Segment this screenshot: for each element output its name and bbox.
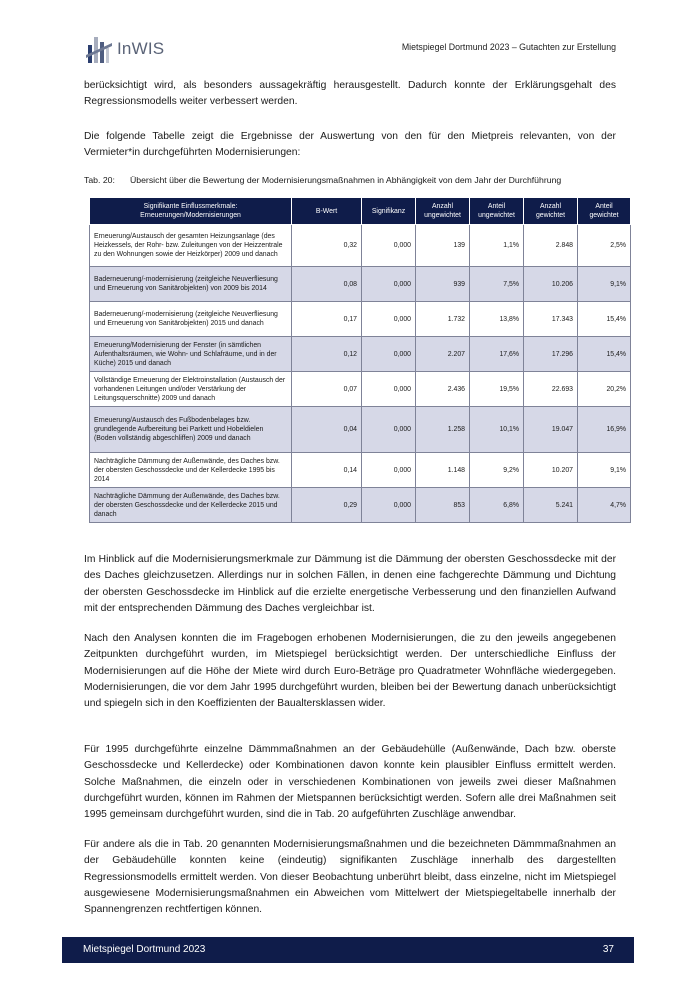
cell-b-value: 0,08: [292, 267, 362, 302]
cell-feature: Erneuerung/Austausch der gesamten Heizungsanlage (des Heizkessels, der Rohr- bzw. Zuleitungen von der Heizzentrale zu den Wohnungen sowie der Heizkörper) 2009 und danach: [90, 225, 292, 267]
header-count-weighted: Anzahl gewichtet: [524, 198, 578, 225]
cell-b-value: 0,32: [292, 225, 362, 267]
header-count-unweighted: Anzahl ungewichtet: [416, 198, 470, 225]
paragraph-intro: berücksichtigt wird, als besonders aussagekräftig herausgestellt. Dadurch konnte der Erklärungsgehalt des Regressionsmodells weiter verbessert werden.: [84, 80, 616, 108]
cell-count-weighted: 10.206: [524, 267, 578, 302]
cell-count-unweighted: 139: [416, 225, 470, 267]
cell-share-unweighted: 9,2%: [470, 453, 524, 488]
page-number: 37: [602, 944, 614, 955]
header-share-weighted: Anteil gewichtet: [578, 198, 631, 225]
cell-count-unweighted: 2.436: [416, 372, 470, 407]
cell-share-weighted: 16,9%: [578, 407, 631, 453]
cell-count-unweighted: 2.207: [416, 337, 470, 372]
cell-count-weighted: 19.047: [524, 407, 578, 453]
cell-b-value: 0,12: [292, 337, 362, 372]
logo-text: InWIS: [117, 39, 165, 58]
cell-b-value: 0,07: [292, 372, 362, 407]
cell-feature: Nachträgliche Dämmung der Außenwände, des Daches bzw. der obersten Geschossdecke und der Kellerdecke 2015 und danach: [90, 488, 292, 523]
page-header: [0, 0, 700, 80]
cell-count-weighted: 10.207: [524, 453, 578, 488]
cell-significance: 0,000: [362, 302, 416, 337]
cell-share-unweighted: 1,1%: [470, 225, 524, 267]
footer-title: Mietspiegel Dortmund 2023: [83, 944, 206, 955]
cell-count-weighted: 17.343: [524, 302, 578, 337]
cell-b-value: 0,04: [292, 407, 362, 453]
cell-feature: Nachträgliche Dämmung der Außenwände, des Daches bzw. der obersten Geschossdecke und der Kellerdecke 1995 bis 2014: [90, 453, 292, 488]
cell-share-weighted: 15,4%: [578, 337, 631, 372]
cell-count-unweighted: 1.258: [416, 407, 470, 453]
cell-significance: 0,000: [362, 407, 416, 453]
cell-share-weighted: 20,2%: [578, 372, 631, 407]
cell-b-value: 0,29: [292, 488, 362, 523]
cell-share-weighted: 9,1%: [578, 267, 631, 302]
paragraph-table-intro: Die folgende Tabelle zeigt die Ergebnisse der Auswertung von den für den Mietpreis relevanten, von der Vermieter*in durchgeführten Modernisierungen:: [84, 131, 616, 159]
paragraph-other-measures: Für andere als die in Tab. 20 genannten Modernisierungsmaßnahmen und die bezeichneten Dämmmaßnahmen an der Gebäudehülle konnten keine (eindeutig) signifikanten Zuschläge innerhalb des dargestellten Regressionsmodells ermittelt werden. Von dieser Beobachtung unberührt bleibt, dass einzelne, nicht im Mietspiegel ausgewiesene Modernisierungsmaßnahmen ein Abweichen vom Mittelwert der Mietspiegeltabelle innerhalb der Spannengrenzen rechtfertigen können.: [84, 839, 616, 916]
cell-significance: 0,000: [362, 225, 416, 267]
cell-count-weighted: 2.848: [524, 225, 578, 267]
table-row: [90, 267, 631, 302]
table-row: [90, 372, 631, 407]
header-feature: Signifikante Einflussmerkmale: Erneuerungen/Modernisierungen: [90, 198, 292, 225]
cell-feature: Erneuerung/Austausch des Fußbodenbelages bzw. grundlegende Aufbereitung bei Parkett und Hobeldielen (Boden vollständig abgeschliffen) 2009 und danach: [90, 407, 292, 453]
cell-share-weighted: 2,5%: [578, 225, 631, 267]
table-caption-text: Übersicht über die Bewertung der Modernisierungsmaßnahmen in Abhängigkeit von dem Jahr der Durchführung: [130, 175, 562, 185]
cell-share-weighted: 15,4%: [578, 302, 631, 337]
cell-count-weighted: 5.241: [524, 488, 578, 523]
cell-feature: Vollständige Erneuerung der Elektroinstallation (Austausch der vorhandenen Leitungen und/oder Verstärkung der Leitungsquerschnitte) 2009 und danach: [90, 372, 292, 407]
table-row: [90, 225, 631, 267]
cell-share-weighted: 9,1%: [578, 453, 631, 488]
paragraph-insulation: Im Hinblick auf die Modernisierungsmerkmale zur Dämmung ist die Dämmung der obersten Geschossdecke mit der des Daches gleichzusetzen. Allerdings nur in solchen Fällen, in denen eine fachgerechte Dämmung und Dichtung der obersten Geschossdecke im Hinblick auf die erzielte energetische Verbesserung und den finanziellen Aufwand mit der entsprechenden Dämmung des Daches vergleichbar ist.: [84, 554, 616, 614]
cell-count-unweighted: 939: [416, 267, 470, 302]
cell-significance: 0,000: [362, 337, 416, 372]
inwis-logo-icon: [86, 33, 112, 65]
header-significance: Signifikanz: [362, 198, 416, 225]
cell-share-unweighted: 13,8%: [470, 302, 524, 337]
cell-share-weighted: 4,7%: [578, 488, 631, 523]
cell-significance: 0,000: [362, 453, 416, 488]
inwis-logo: [86, 33, 176, 65]
header-share-unweighted: Anteil ungewichtet: [470, 198, 524, 225]
table-row: [90, 337, 631, 372]
cell-significance: 0,000: [362, 372, 416, 407]
cell-feature: Baderneuerung/-modernisierung (zeitgleiche Neuverfliesung und Erneuerung von Sanitärobjekten) von 2009 bis 2014: [90, 267, 292, 302]
cell-share-unweighted: 17,6%: [470, 337, 524, 372]
cell-count-weighted: 22.693: [524, 372, 578, 407]
table-caption-label: Tab. 20:: [84, 175, 115, 185]
cell-count-unweighted: 1.148: [416, 453, 470, 488]
cell-significance: 0,000: [362, 488, 416, 523]
header-title: Mietspiegel Dortmund 2023 – Gutachten zur Erstellung: [401, 42, 616, 52]
table-row: [90, 302, 631, 337]
cell-feature: Erneuerung/Modernisierung der Fenster (in sämtlichen Aufenthaltsräumen, wie Wohn- und Schlafräume, und in der Küche) 2015 und danach: [90, 337, 292, 372]
cell-share-unweighted: 6,8%: [470, 488, 524, 523]
page-footer: [62, 937, 634, 963]
modernization-table: [89, 197, 631, 523]
table-row: [90, 488, 631, 523]
table-row: [90, 407, 631, 453]
table-row: [90, 453, 631, 488]
cell-count-unweighted: 1.732: [416, 302, 470, 337]
cell-share-unweighted: 10,1%: [470, 407, 524, 453]
cell-b-value: 0,17: [292, 302, 362, 337]
paragraph-1995-measures: Für 1995 durchgeführte einzelne Dämmmaßnahmen an der Gebäudehülle (Außenwände, Dach bzw. oberste Geschossdecke und Kellerdecke) oder Kombinationen davon konnte kein plausibler Einfluss ermittelt werden. Solche Maßnahmen, die einzeln oder in verschiedenen Kombinationen von jeweils zwei dieser Maßnahmen durchgeführt wurden, können im Rahmen der Mietspannen berücksichtigt werden. Sofern alle drei Maßnahmen seit 1995 gemeinsam durchgeführt wurden, sind die in Tab. 20 aufgeführten Zuschläge anwendbar.: [84, 744, 616, 821]
cell-count-unweighted: 853: [416, 488, 470, 523]
paragraph-analysis: Nach den Analysen konnten die im Fragebogen erhobenen Modernisierungen, die zu den jeweils angegebenen Zeitpunkten durchgeführt wurden, im Mietspiegel berücksichtigt werden. Der unterschiedliche Einfluss der Modernisierungen auf die Höhe der Miete wird durch Euro-Beträge pro Quadratmeter Wohnfläche wiedergegeben. Modernisierungen, die vor dem Jahr 1995 durchgeführt wurden, bleiben bei der Bewertung danach unberücksichtigt und spiegeln sich in den Koeffizienten der Baualtersklassen wider.: [84, 633, 616, 710]
cell-significance: 0,000: [362, 267, 416, 302]
header-b-value: B-Wert: [292, 198, 362, 225]
cell-b-value: 0,14: [292, 453, 362, 488]
table-header-row: [90, 198, 631, 225]
table-caption: [84, 175, 644, 185]
cell-share-unweighted: 7,5%: [470, 267, 524, 302]
cell-share-unweighted: 19,5%: [470, 372, 524, 407]
cell-feature: Baderneuerung/-modernisierung (zeitgleiche Neuverfliesung und Erneuerung von Sanitärobjekten) 2015 und danach: [90, 302, 292, 337]
cell-count-weighted: 17.296: [524, 337, 578, 372]
